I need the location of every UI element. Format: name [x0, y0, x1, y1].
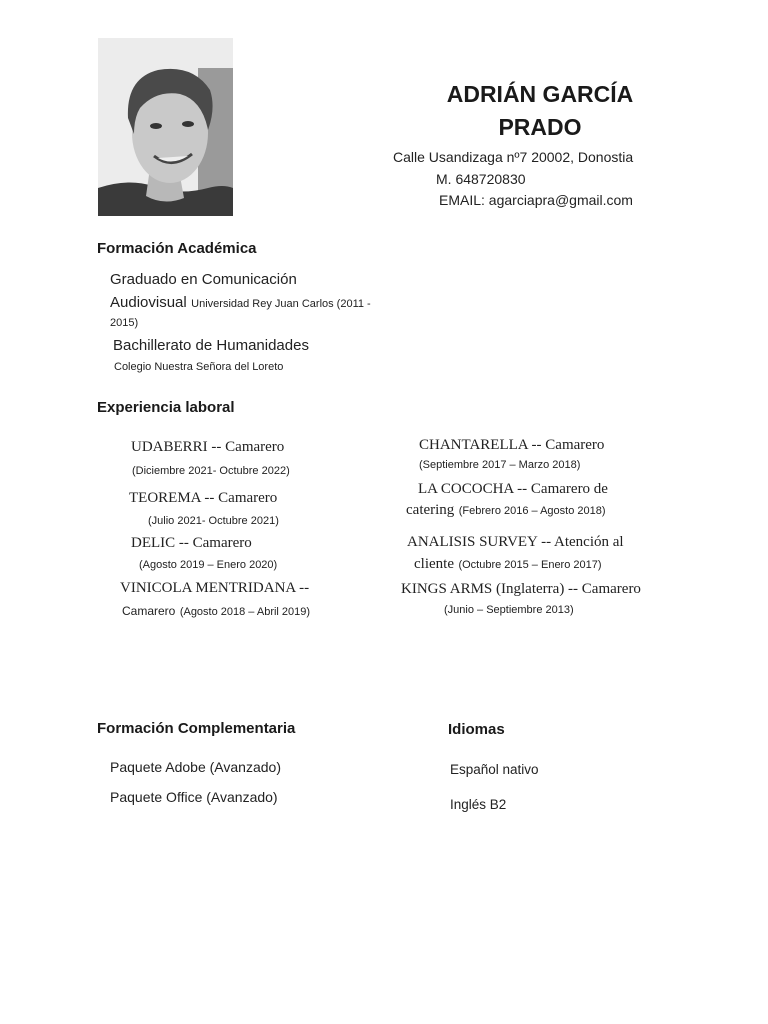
- education-university: Universidad Rey Juan Carlos (2011 -: [191, 298, 371, 310]
- candidate-name-line1: ADRIÁN GARCÍA: [446, 81, 634, 107]
- job-dates: (Agosto 2018 – Abril 2019): [179, 606, 311, 618]
- language-item: Inglés B2: [450, 797, 507, 812]
- complementary-item: Paquete Office (Avanzado): [110, 789, 278, 805]
- complementary-item: Paquete Adobe (Avanzado): [110, 759, 281, 775]
- job-title: UDABERRI -- Camarero: [131, 439, 285, 455]
- education-bachillerato: Bachillerato de Humanidades: [113, 337, 309, 354]
- job-title: LA COCOCHA -- Camarero de: [418, 481, 608, 497]
- job-dates: (Septiembre 2017 – Marzo 2018): [419, 459, 581, 471]
- job-title: VINICOLA MENTRIDANA --: [120, 580, 310, 596]
- complementary-title: Formación Complementaria: [97, 720, 296, 737]
- job-dates: (Diciembre 2021- Octubre 2022): [132, 465, 290, 477]
- email: EMAIL: agarciapra@gmail.com: [439, 192, 633, 208]
- job-title: ANALISIS SURVEY -- Atención al: [407, 534, 624, 550]
- job-dates: (Octubre 2015 – Enero 2017): [458, 559, 602, 571]
- profile-photo: [98, 38, 233, 216]
- experience-title: Experiencia laboral: [97, 399, 235, 416]
- job-continuation: [414, 555, 602, 573]
- job-dates: (Julio 2021- Octubre 2021): [148, 515, 279, 527]
- education-degree-field: Audiovisual: [110, 294, 187, 311]
- portrait-image: [98, 38, 233, 216]
- job-dates: (Febrero 2016 – Agosto 2018): [458, 505, 606, 517]
- job-dates: (Junio – Septiembre 2013): [444, 604, 574, 616]
- job-dates: (Agosto 2019 – Enero 2020): [139, 559, 278, 571]
- language-item: Español nativo: [450, 762, 539, 777]
- job-role-cont: cliente: [414, 556, 454, 572]
- address: Calle Usandizaga nº7 20002, Donostia: [393, 149, 634, 165]
- job-role-cont: Camarero: [122, 604, 176, 618]
- job-role-cont: catering: [406, 502, 455, 518]
- candidate-name-line2: PRADO: [498, 114, 582, 140]
- education-degree-line2: [110, 294, 371, 312]
- education-school: Colegio Nuestra Señora del Loreto: [114, 361, 284, 373]
- job-continuation: [406, 501, 606, 519]
- job-title: KINGS ARMS (Inglaterra) -- Camarero: [401, 581, 641, 597]
- education-degree-line1: Graduado en Comunicación: [110, 271, 297, 288]
- job-continuation: [122, 602, 310, 620]
- job-title: CHANTARELLA -- Camarero: [419, 437, 605, 453]
- job-title: DELIC -- Camarero: [131, 535, 252, 551]
- education-title: Formación Académica: [97, 240, 257, 257]
- education-university-year: 2015): [110, 317, 139, 329]
- phone: M. 648720830: [436, 171, 526, 187]
- languages-title: Idiomas: [448, 721, 505, 738]
- job-title: TEOREMA -- Camarero: [129, 490, 278, 506]
